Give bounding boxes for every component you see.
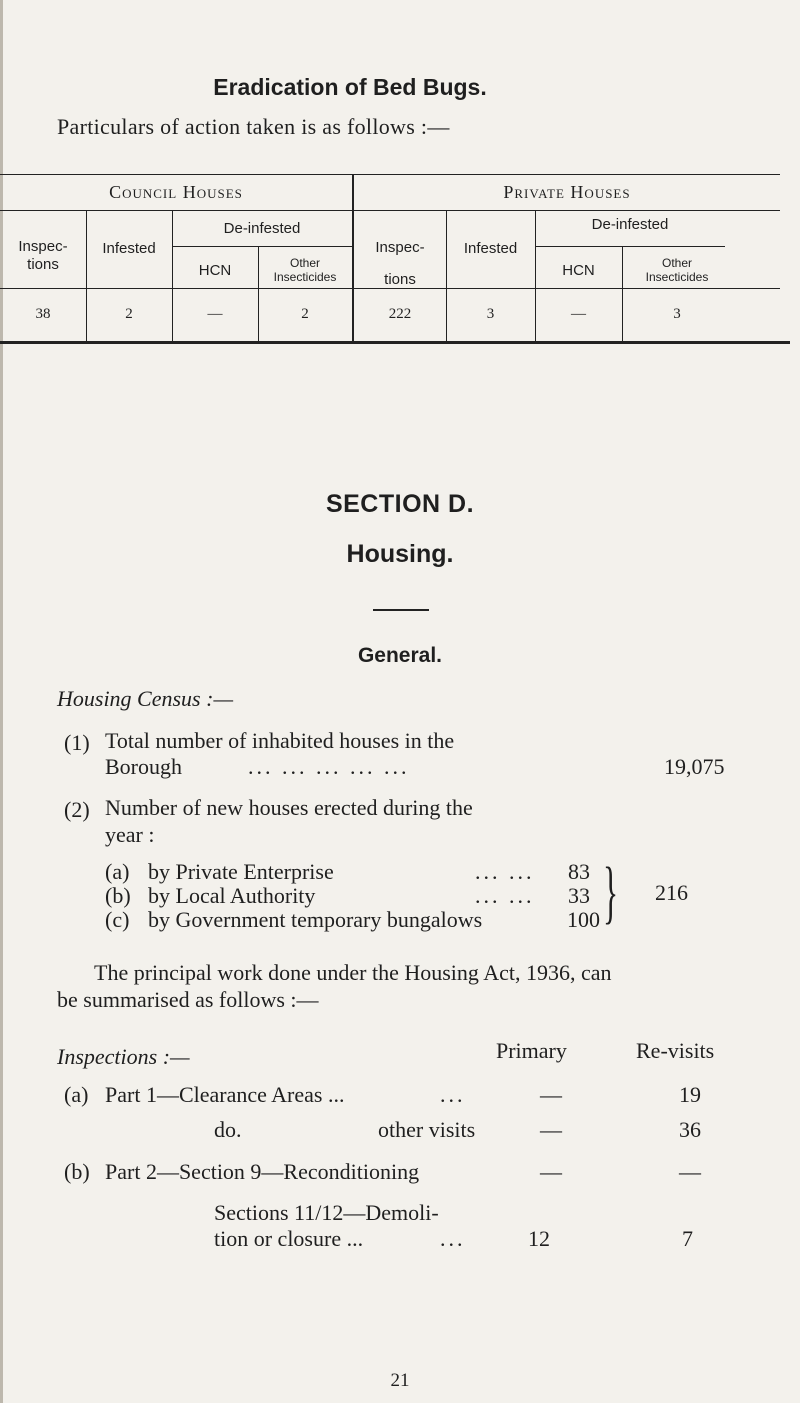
census-sub-c-text: by Government temporary bungalows (148, 907, 483, 932)
bed-bugs-table (0, 160, 790, 350)
subsection-title: General. (357, 644, 443, 667)
council-inspections-line1: Inspec- (18, 238, 68, 255)
row-a-revisits: 19 (679, 1082, 701, 1107)
council-col-hcn: HCN (198, 262, 232, 279)
census-item1-number: (1) (64, 730, 90, 755)
row-a2-revisits: 36 (679, 1117, 701, 1142)
intro-text: Particulars of action taken is as follows :— (57, 114, 450, 139)
council-inspections-value: 38 (35, 306, 51, 322)
council-infested-value: 2 (125, 306, 133, 322)
council-col-inspections (0, 238, 86, 274)
census-sub-b-leader: ... ... (475, 883, 535, 908)
section-title: Housing. (346, 540, 454, 568)
census-sub-b-value: 33 (568, 883, 590, 908)
census-sub-a-label: (a) (105, 859, 130, 884)
census-item2-line2: year : (105, 822, 155, 847)
row-b-primary: — (540, 1159, 562, 1184)
council-hcn-value: — (207, 306, 223, 322)
census-item1-line2: Borough (105, 754, 182, 779)
private-col-hcn: HCN (562, 262, 595, 279)
private-inspections-value: 222 (388, 306, 412, 322)
table-rule-2b (535, 246, 725, 247)
row-b-revisits: — (679, 1159, 701, 1184)
census-item2-line1: Number of new houses erected during the (105, 795, 473, 820)
private-inspections-line1: Inspec- (375, 239, 425, 256)
private-other-value: 3 (673, 306, 681, 322)
row-a-label: (a) (64, 1082, 89, 1107)
row-b2-leader: ... (440, 1226, 466, 1251)
private-inspections-line2: tions (384, 271, 416, 288)
row-b-label: (b) (64, 1159, 90, 1184)
row-b2-revisits: 7 (682, 1226, 693, 1251)
private-col-deinfested: De-infested (591, 216, 669, 233)
private-hcn-value: — (571, 306, 586, 322)
census-sub-c-label: (c) (105, 907, 130, 932)
census-total: 216 (655, 880, 688, 905)
census-sub-a-value: 83 (568, 859, 590, 884)
census-sub-b-label: (b) (105, 883, 131, 908)
census-sub-c-value: 100 (567, 907, 600, 932)
table-top-rule (0, 174, 780, 175)
census-sub-a-leader: ... ... (475, 859, 535, 884)
census-item1-line1: Total number of inhabited houses in the (105, 728, 455, 753)
census-item2-number: (2) (64, 797, 90, 822)
row-a2-do: do. (214, 1117, 242, 1142)
inspections-col-primary: Primary (496, 1038, 567, 1063)
table-rule-1 (0, 210, 780, 211)
row-a-text: Part 1—Clearance Areas ... (105, 1082, 345, 1107)
census-item1-leader: ... ... ... ... ... (248, 754, 410, 779)
council-other-line1: Other (289, 256, 320, 270)
section-heading: SECTION D. (325, 490, 475, 518)
census-sub-a-text: by Private Enterprise (148, 859, 334, 884)
private-other-line1: Other (661, 256, 692, 270)
council-col-infested: Infested (102, 240, 156, 257)
census-brace: } (603, 854, 619, 931)
private-col-other (622, 256, 732, 284)
row-b2-line1: Sections 11/12—Demoli- (214, 1200, 439, 1225)
heading-bed-bugs: Eradication of Bed Bugs. (213, 74, 487, 100)
private-col-infested: Infested (463, 240, 518, 257)
private-other-line2: Insecticides (645, 270, 709, 284)
table-bottom-rule (0, 341, 790, 344)
section-divider (373, 609, 429, 611)
header-private-houses: Private Houses (503, 182, 631, 202)
council-other-value: 2 (301, 306, 309, 322)
row-a-leader: ... (440, 1082, 466, 1107)
row-a2-text: other visits (378, 1117, 476, 1142)
private-infested-value: 3 (486, 306, 495, 322)
census-sub-b-text: by Local Authority (148, 883, 316, 908)
row-b2-primary: 12 (528, 1226, 550, 1251)
page-number: 21 (390, 1370, 410, 1391)
table-rule-2 (172, 246, 352, 247)
census-item1-value: 19,075 (664, 754, 725, 779)
council-col-other (258, 256, 352, 284)
private-col-inspections (354, 232, 446, 296)
row-b2-line2: tion or closure ... (214, 1226, 364, 1251)
council-inspections-line2: tions (27, 256, 59, 273)
council-col-deinfested: De-infested (223, 220, 301, 237)
row-a-primary: — (540, 1082, 562, 1107)
census-heading: Housing Census :— (57, 686, 234, 711)
header-council-houses: Council Houses (109, 182, 243, 202)
row-b-text: Part 2—Section 9—Reconditioning (105, 1159, 420, 1184)
inspections-col-revisits: Re-visits (636, 1038, 715, 1063)
council-other-line2: Insecticides (273, 270, 337, 284)
inspections-heading: Inspections :— (57, 1044, 190, 1069)
summary-line1: The principal work done under the Housing Act, 1936, can (94, 960, 612, 985)
row-a2-primary: — (540, 1117, 562, 1142)
summary-line2: be summarised as follows :— (57, 987, 319, 1012)
